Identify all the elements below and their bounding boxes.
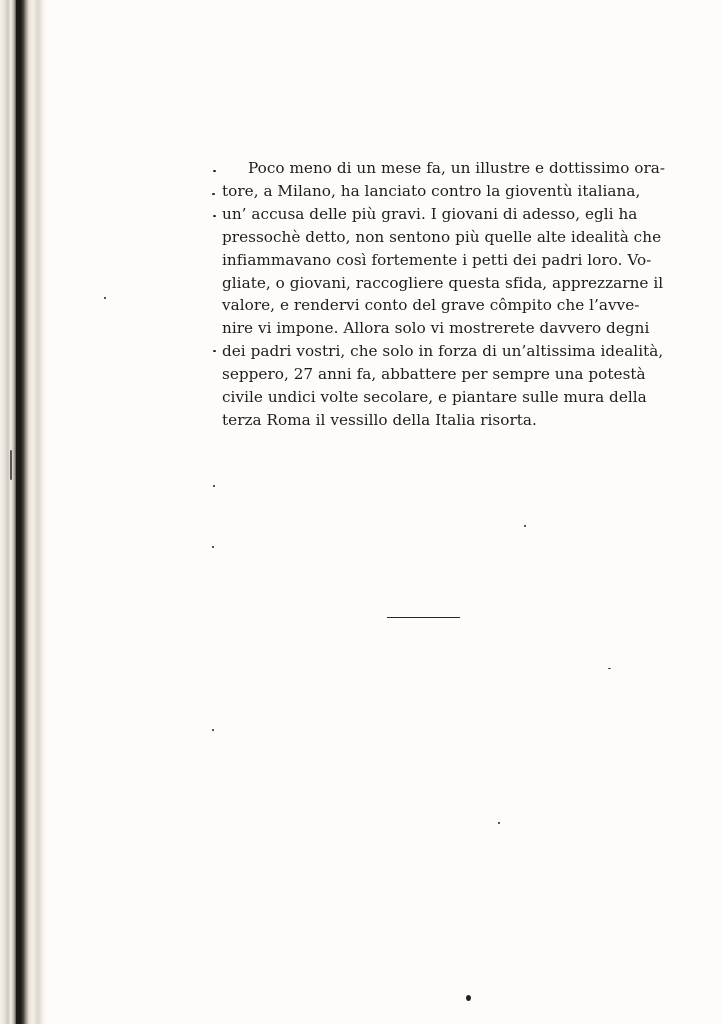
scan-speck <box>212 729 214 731</box>
paragraph-line: infiammavano così fortemente i petti dei padri loro. Vo- <box>222 250 652 269</box>
book-binding-edge <box>0 0 48 1024</box>
scan-speck <box>212 193 215 195</box>
paragraph-line: un’ accusa delle più gravi. I giovani di adesso, egli ha <box>222 204 638 223</box>
paragraph-line: terza Roma il vessillo della Italia risorta. <box>222 410 537 429</box>
scan-speck <box>213 170 216 172</box>
paragraph-line: dei padri vostri, che solo in forza di un’altissima idealità, <box>222 342 664 361</box>
paragraph-line: nire vi impone. Allora solo vi mostrerete davvero degni <box>222 319 650 338</box>
scan-speck <box>213 485 215 487</box>
scan-speck <box>466 995 471 1001</box>
scan-speck <box>10 450 12 480</box>
scan-speck <box>213 215 216 217</box>
paragraph-line: gliate, o giovani, raccogliere questa sfida, apprezzarne il <box>222 273 664 292</box>
paragraph-line: tore, a Milano, ha lanciato contro la gioventù italiana, <box>222 181 641 200</box>
scan-speck <box>104 297 106 299</box>
paragraph <box>222 157 666 432</box>
section-divider-rule <box>387 617 460 618</box>
paragraph-line: civile undici volte secolare, e piantare sulle mura della <box>222 388 647 407</box>
paragraph-line: pressochè detto, non sentono più quelle alte idealità che <box>222 227 662 246</box>
binding-shadow-line <box>16 0 21 1024</box>
paragraph-line: seppero, 27 anni fa, abbattere per sempre una potestà <box>222 365 646 384</box>
scan-speck <box>608 668 611 669</box>
scan-speck <box>212 546 214 548</box>
paragraph-line: valore, e rendervi conto del grave cômpito che l’avve- <box>222 296 640 315</box>
paragraph-line: Poco meno di un mese fa, un illustre e dottissimo ora- <box>248 159 666 177</box>
scan-speck <box>498 822 500 824</box>
scan-speck <box>213 350 216 352</box>
scan-speck <box>524 525 526 527</box>
